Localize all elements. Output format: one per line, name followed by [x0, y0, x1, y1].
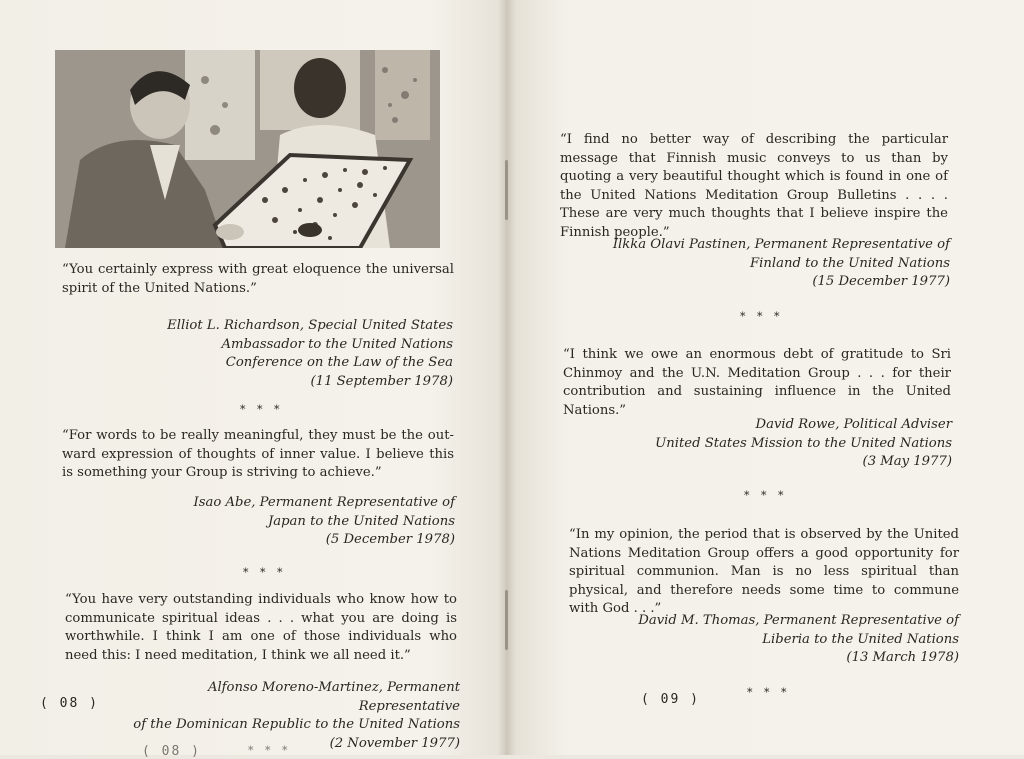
separator-stars: * * * [243, 566, 287, 579]
attribution-line: Elliot L. Richardson, Special United States [167, 318, 453, 333]
separator-stars: * * * [240, 403, 284, 416]
attribution-line: Ilkka Olavi Pastinen, Permanent Representative of [612, 237, 950, 252]
attribution-line: Japan to the United Nations [267, 513, 455, 529]
page-number-left: ( 08 ) [40, 696, 99, 711]
attribution-line: Conference on the Law of the Sea [225, 355, 453, 370]
quote-thomas: “In my opinion, the period that is observed by the United Nations Meditation Group offers a good opportunity for spiritual communion. Man is no less spiritual than physical, and therefore needs some time to commune with God . . .” [569, 527, 959, 616]
attribution-line: Ambassador to the United Nations [221, 336, 453, 352]
attribution-line: (5 December 1978) [325, 532, 455, 547]
attribution-line: (2 November 1977) [329, 735, 460, 751]
attribution-line: David Rowe, Political Adviser [755, 417, 952, 432]
binding-staple-top [505, 160, 508, 220]
attribution-line: (3 May 1977) [862, 454, 952, 469]
separator-stars: * * * [740, 310, 784, 323]
attribution-line: Finland to the United Nations [750, 255, 950, 271]
photo-two-men-viewing-painting [55, 50, 440, 248]
attribution-thomas [605, 612, 959, 668]
attribution-line: Liberia to the United Nations [762, 631, 959, 647]
separator-stars-bleed: * * * [248, 744, 292, 757]
attribution-line: Isao Abe, Permanent Representative of [193, 495, 455, 510]
quote-pastinen: “I find no better way of describing the particular message that Finnish music conveys to us than by quoting a very beautiful thought which is found in one of the United Nations Meditation Group Bulletins . . . . These are very much thoughts that I believe inspire the Finnish people.” [560, 132, 948, 240]
page-number-right: ( 09 ) [641, 692, 700, 707]
attribution-line: (15 December 1977) [812, 274, 950, 289]
attribution-line: United States Mission to the United Nations [655, 435, 952, 451]
attribution-line: of the Dominican Republic to the United Nations [133, 717, 460, 732]
attribution-abe [150, 494, 455, 550]
page-number-bleed: ( 08 ) [142, 744, 201, 759]
attribution-line: (11 September 1978) [310, 373, 453, 389]
quote-abe: “For words to be really meaningful, they must be the out-ward expression of thoughts of inner value. I believe this is something your Group is striving to achieve.” [62, 428, 454, 480]
separator-stars: * * * [744, 489, 788, 502]
quote-richardson: “You certainly express with great eloquence the universal spirit of the United Nations.” [62, 262, 454, 296]
attribution-richardson [150, 317, 453, 391]
attribution-rowe [600, 416, 952, 472]
attribution-line: (13 March 1978) [846, 650, 959, 665]
quote-moreno-martinez: “You have very outstanding individuals who know how to communicate spiritual ideas . . . what you are doing is worthwhile. I think I am one of those individuals who need this: I need meditation, I think we all need it.” [65, 592, 457, 663]
attribution-line: David M. Thomas, Permanent Representative of [638, 613, 959, 628]
quote-rowe: “I think we owe an enormous debt of gratitude to Sri Chinmoy and the U.N. Meditation Group . . . for their contribution and sustaining influence in the United Nations.” [563, 347, 951, 418]
attribution-pastinen [600, 236, 950, 292]
attribution-moreno-martinez [110, 679, 460, 753]
photo-illustration [55, 50, 440, 248]
attribution-line: Alfonso Moreno-Martinez, Permanent Representative [207, 680, 460, 714]
separator-stars: * * * [747, 686, 791, 699]
binding-staple-bottom [505, 590, 508, 650]
